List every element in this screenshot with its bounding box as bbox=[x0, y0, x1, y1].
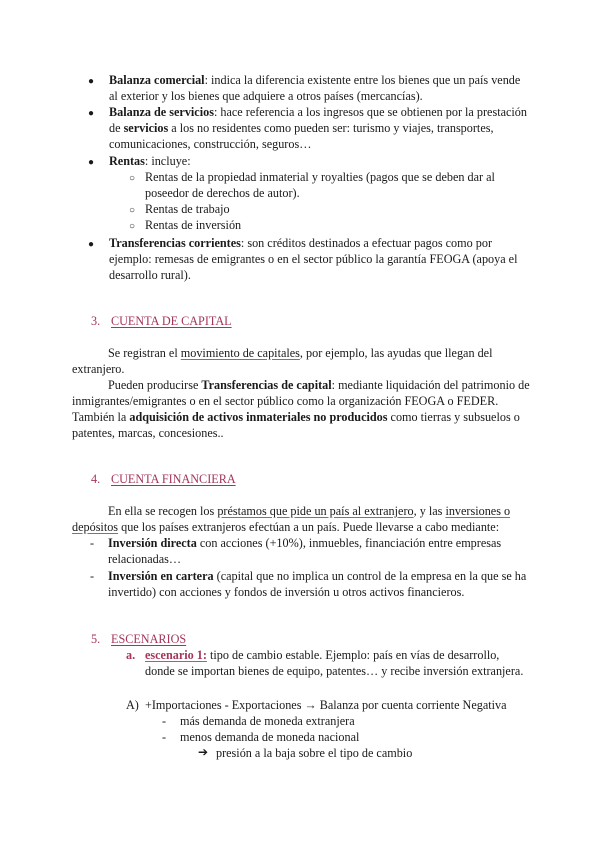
text: : hace referencia a los ingresos que se obtienen por la prestación bbox=[213, 105, 527, 119]
text-line: donde se importan bienes de equipo, patentes… y recibe inversión extranjera. bbox=[145, 664, 524, 678]
paragraph-line: patentes, marcas, concesiones.. bbox=[72, 426, 224, 440]
section-title: CUENTA FINANCIERA bbox=[111, 472, 236, 486]
paragraph-line bbox=[72, 409, 520, 425]
list-item-rentas bbox=[109, 153, 191, 169]
bullet-icon: ● bbox=[88, 108, 95, 119]
text: , por ejemplo, las ayudas que llegan del bbox=[299, 346, 493, 360]
text: que los países extranjeros efectúan a un país. Puede llevarse a cabo mediante: bbox=[118, 520, 500, 534]
sub-item: Rentas de la propiedad inmaterial y royalties (pagos que se deben dar al bbox=[145, 170, 495, 184]
text-line: invertido) con acciones y fondos de inversión u otros activos financieros. bbox=[108, 585, 465, 599]
list-item-escenario-1 bbox=[145, 647, 499, 663]
paragraph-line bbox=[108, 503, 510, 519]
dash-bullet-icon: - bbox=[90, 536, 95, 550]
text: con acciones (+10%), inmuebles, financiación entre empresas bbox=[196, 536, 502, 550]
list-item-inversion-directa bbox=[108, 535, 501, 551]
section-number: 4. bbox=[91, 472, 101, 486]
text: También la bbox=[72, 410, 130, 424]
term: Transferencias corrientes bbox=[109, 236, 241, 250]
text: , y las bbox=[413, 504, 446, 518]
paragraph-line: extranjero. bbox=[72, 362, 125, 376]
section-title: ESCENARIOS bbox=[111, 632, 187, 646]
term: Balanza de servicios bbox=[109, 105, 214, 119]
term: Inversión en cartera bbox=[108, 569, 214, 583]
text-line: desarrollo rural). bbox=[109, 268, 191, 282]
text: : son créditos destinados a efectuar pagos como por bbox=[240, 236, 493, 250]
list-item-inversion-cartera bbox=[108, 568, 526, 584]
sub-item-cont: poseedor de derechos de autor). bbox=[145, 186, 300, 200]
text: : mediante liquidación del patrimonio de bbox=[331, 378, 530, 392]
paragraph-line bbox=[108, 377, 530, 393]
section-number: 3. bbox=[91, 314, 101, 328]
dash-bullet-icon: - bbox=[90, 569, 95, 583]
dash-bullet-icon: - bbox=[162, 714, 167, 728]
bullet-icon: ● bbox=[88, 239, 95, 250]
list-label: A) bbox=[126, 698, 139, 712]
underlined-text: préstamos que pide un país al extranjero bbox=[217, 504, 414, 518]
text-line: comunicaciones, construcción, seguros… bbox=[109, 137, 312, 151]
dash-item: más demanda de moneda extranjera bbox=[180, 714, 355, 728]
text-line: relacionadas… bbox=[108, 552, 182, 566]
term: Rentas bbox=[109, 154, 145, 168]
term: Inversión directa bbox=[108, 536, 197, 550]
paragraph-line: inmigrantes/emigrantes o en el sector público como la organización FEOGA o FEDER. bbox=[72, 394, 499, 408]
text: : indica la diferencia existente entre los bienes que un país vende bbox=[204, 73, 521, 87]
term: Balanza comercial bbox=[109, 73, 205, 87]
term: servicios bbox=[123, 121, 169, 135]
sub-item: Rentas de trabajo bbox=[145, 202, 230, 216]
section-title: CUENTA DE CAPITAL bbox=[111, 314, 232, 328]
text: : incluye: bbox=[144, 154, 191, 168]
dash-item: menos demanda de moneda nacional bbox=[180, 730, 360, 744]
arrow-item: presión a la baja sobre el tipo de cambio bbox=[216, 746, 413, 760]
dash-bullet-icon: - bbox=[162, 730, 167, 744]
text-line: al exterior y los bienes que adquiere a otros países (mercancías). bbox=[109, 89, 423, 103]
text: (capital que no implica un control de la empresa en la que se ha bbox=[213, 569, 527, 583]
text: a los no residentes como pueden ser: turismo y viajes, transportes, bbox=[168, 121, 494, 135]
section-heading-cuenta-financiera bbox=[91, 471, 236, 487]
underlined-text: movimiento de capitales bbox=[180, 346, 300, 360]
paragraph-line bbox=[108, 345, 492, 361]
section-heading-escenarios bbox=[91, 631, 186, 647]
section-number: 5. bbox=[91, 632, 101, 646]
list-letter: a. bbox=[126, 648, 136, 662]
paragraph-line bbox=[72, 519, 499, 535]
underlined-text: inversiones o bbox=[445, 504, 511, 518]
text-line: ejemplo: remesas de emigrantes o en el sector público la garantía FEOGA (apoya el bbox=[109, 252, 518, 266]
scenario-a-text: +Importaciones - Exportaciones → Balanza por cuenta corriente Negativa bbox=[145, 698, 507, 712]
text: tipo de cambio estable. Ejemplo: país en vías de desarrollo, bbox=[206, 648, 500, 662]
text: Se registran el bbox=[108, 346, 181, 360]
scenario-term: escenario 1: bbox=[145, 648, 207, 662]
term: Transferencias de capital bbox=[201, 378, 332, 392]
bullet-icon: ● bbox=[88, 157, 95, 168]
text: como tierras y subsuelos o bbox=[387, 410, 520, 424]
circle-bullet-icon: ○ bbox=[129, 205, 136, 216]
arrow-right-icon: ➔ bbox=[198, 745, 209, 759]
sub-item: Rentas de inversión bbox=[145, 218, 242, 232]
section-heading-cuenta-capital bbox=[91, 313, 232, 329]
list-item-balanza-servicios bbox=[109, 104, 527, 120]
text: de bbox=[109, 121, 124, 135]
circle-bullet-icon: ○ bbox=[129, 173, 136, 184]
underlined-text: depósitos bbox=[72, 520, 119, 534]
circle-bullet-icon: ○ bbox=[129, 221, 136, 232]
list-item-balanza-comercial bbox=[109, 72, 520, 88]
text: Pueden producirse bbox=[108, 378, 202, 392]
term: adquisición de activos inmateriales no producidos bbox=[129, 410, 388, 424]
list-item-transferencias bbox=[109, 235, 492, 251]
text-line bbox=[109, 120, 494, 136]
text: En ella se recogen los bbox=[108, 504, 218, 518]
bullet-icon: ● bbox=[88, 76, 95, 87]
